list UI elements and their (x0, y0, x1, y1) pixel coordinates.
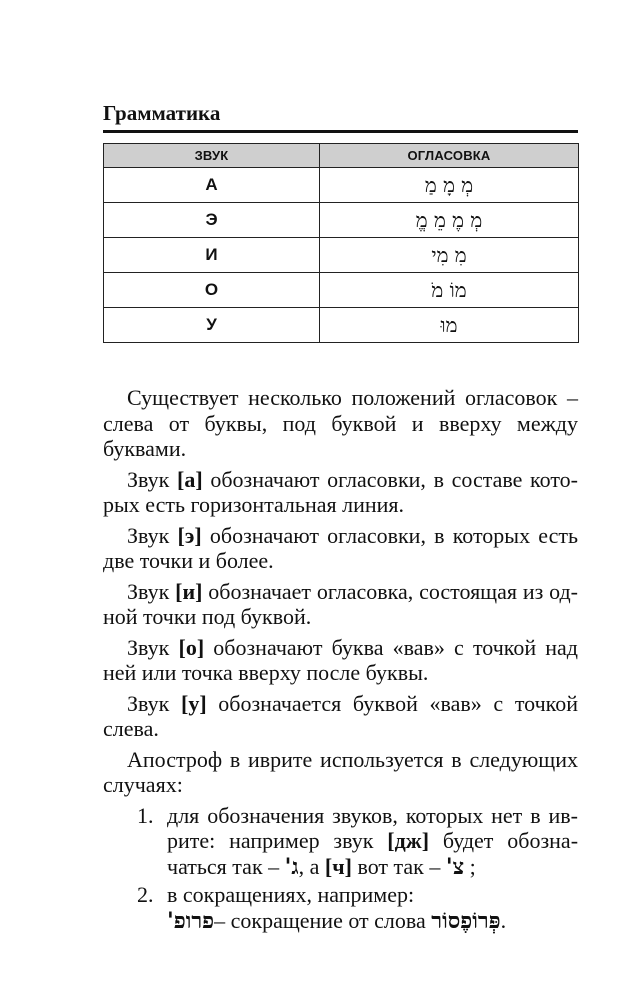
table-row (104, 308, 579, 343)
text-span: Звук (127, 634, 179, 660)
table-row (104, 238, 579, 273)
hebrew-gimel-geresh: ג' (284, 853, 299, 880)
body-text (103, 385, 578, 936)
header-rule (103, 130, 578, 133)
section-title: Грамматика (103, 101, 221, 125)
text-span: обозначается буквой «вав» с точкой слева. (103, 690, 578, 741)
paragraph-sound-a (103, 467, 578, 518)
sound-marker: [о] (178, 634, 205, 660)
niqqud-cell: מִ מִי (320, 238, 579, 273)
sound-marker: [ч] (324, 853, 352, 879)
niqqud-cell: מְ מָ מַ (320, 168, 579, 203)
sound-marker: [э] (177, 522, 202, 548)
hebrew-abbreviation: פרופ' (167, 907, 215, 934)
table-header-row (104, 144, 579, 168)
table-row (104, 273, 579, 308)
list-item (103, 882, 578, 934)
table-row (104, 168, 579, 203)
sound-cell: Э (104, 203, 320, 238)
text-span: – сокращение от слова (214, 907, 432, 933)
list-number: 2. (137, 882, 154, 907)
list-number: 1. (137, 802, 154, 828)
sound-cell: И (104, 238, 320, 273)
text-span: обозначают буква «вав» с точкой над ней или точка вверху после буквы. (103, 634, 578, 685)
sound-marker: [и] (175, 578, 203, 604)
sound-marker: [а] (177, 466, 203, 492)
apostrophe-usage-list (103, 803, 578, 935)
text-span: Звук (127, 522, 178, 548)
paragraph-sound-u (103, 691, 578, 742)
sound-marker: [дж] (387, 828, 430, 853)
text-span: будет обозначаться так – (167, 828, 579, 879)
text-span: обозначает огласовка, состоящая из одной точки под буквой. (103, 578, 578, 629)
vowel-table (103, 143, 579, 343)
table-row (104, 203, 579, 238)
niqqud-cell: מְ מֶ מֵ מֱ (320, 203, 579, 238)
hebrew-tsadi-geresh: צ' (445, 853, 465, 880)
column-header-sound: ЗВУК (104, 144, 320, 168)
text-span: обозначают огласовки, в составе которых есть горизонтальная линия. (103, 466, 578, 517)
text-span: для обозначения звуков, которых нет в иврите: например звук (167, 802, 578, 853)
sound-cell: О (104, 273, 320, 308)
text-span: , а (298, 853, 325, 879)
text-span: в сокращениях, например: (167, 882, 415, 907)
niqqud-cell: מוֹ מֹ (320, 273, 579, 308)
paragraph-intro: Существует несколько положений огласовок – слева от буквы, под буквой и вверху между буквами. (103, 385, 578, 461)
list-item (103, 803, 578, 881)
text-span: Звук (127, 578, 176, 604)
sound-cell: А (104, 168, 320, 203)
sound-cell: У (104, 308, 320, 343)
text-span: Звук (127, 690, 181, 716)
text-span: ; (464, 853, 476, 879)
paragraph-apostrophe: Апостроф в иврите используется в следующих случаях: (103, 746, 578, 797)
text-span: . (500, 907, 507, 933)
paragraph-sound-e (103, 523, 578, 574)
paragraph-sound-i (103, 579, 578, 630)
text-span: обозначают огласовки, в которых есть две точки и более. (103, 522, 578, 573)
niqqud-cell: מוּ (320, 308, 579, 343)
text-span: Звук (127, 466, 178, 492)
paragraph-sound-o (103, 635, 578, 686)
hebrew-full-word: פְּרוֹפֶסוֹר (431, 907, 501, 934)
text-span: вот так – (351, 853, 446, 879)
sound-marker: [у] (181, 690, 207, 716)
column-header-niqqud: ОГЛАСОВКА (320, 144, 579, 168)
